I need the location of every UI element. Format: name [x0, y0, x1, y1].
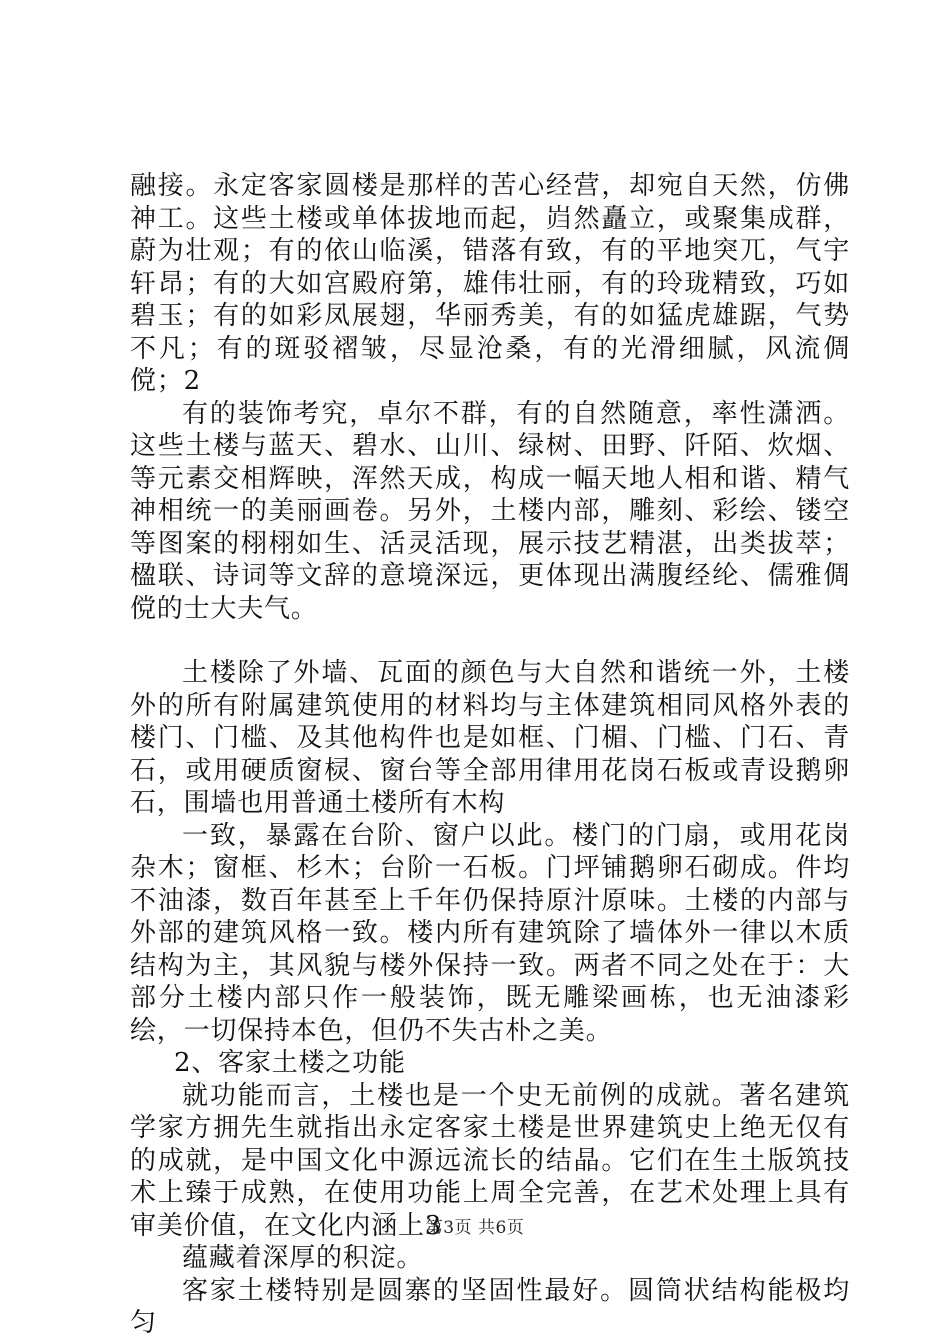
paragraph-4: 一致，暴露在台阶、窗户以此。楼门的门扇，或用花岗杂木；窗框、杉木；台阶一石板。门坪铺鹅卵石砌成。件均不油漆，数百年甚至上千年仍保持原汁原味。土楼的内部与外部的建筑风格一致。楼内所有建筑除了墙体外一律以木质结构为主，其风貌与楼外保持一致。两者不同之处在于：大部分土楼内部只作一般装饰，既无雕梁画栋，也无油漆彩绘，一切保持本色，但仍不失古朴之美。 — [130, 820, 850, 1046]
paragraph-3: 土楼除了外墙、瓦面的颜色与大自然和谐统一外，土楼外的所有附属建筑使用的材料均与主体建筑相同风格外表的楼门、门槛、及其他构件也是如框、门楣、门槛、门石、青石，或用硬质窗棂、窗台等全部用律用花岗石板或青设鹅卵石，围墙也用普通土楼所有木构 — [130, 658, 850, 818]
paragraph-2: 有的装饰考究，卓尔不群，有的自然随意，率性潇洒。这些土楼与蓝天、碧水、山川、绿树、田野、阡陌、炊烟、等元素交相辉映，浑然天成，构成一幅天地人相和谐、精气神相统一的美丽画卷。另外，土楼内部，雕刻、彩绘、镂空等图案的栩栩如生、活灵活现，展示技艺精湛，出类拔萃；楹联、诗词等文辞的意境深远，更体现出满腹经纶、儒雅倜傥的士大夫气。 — [130, 398, 850, 624]
paragraph-5: 就功能而言，土楼也是一个史无前例的成就。著名建筑学家方拥先生就指出永定客家土楼是世界建筑史上绝无仅有的成就，是中国文化中源远流长的结晶。它们在生土版筑技术上臻于成熟，在使用功能上周全完善，在艺术处理上具有审美价值，在文化内涵上3 — [130, 1080, 850, 1241]
paragraph-1: 融接。永定客家圆楼是那样的苦心经营，却宛自天然，仿佛神工。这些土楼或单体拔地而起，岿然矗立，或聚集成群，蔚为壮观；有的依山临溪，错落有致，有的平地突兀，气宇轩昂；有的大如宫殿府第，雄伟壮丽，有的玲珑精致，巧如碧玉；有的如彩凤展翅，华丽秀美，有的如猛虎雄踞，气势不凡；有的斑驳褶皱，尽显沧桑，有的光滑细腻，风流倜傥；2 — [130, 171, 850, 396]
paragraph-7: 客家土楼特别是圆寨的坚固性最好。圆筒状结构能极均匀 — [130, 1275, 850, 1338]
section-heading: 2、客家土楼之功能 — [174, 1048, 406, 1078]
paragraph-6: 蕴藏着深厚的积淀。 — [182, 1243, 424, 1273]
page-footer: 第3页 共6页 — [425, 1218, 525, 1238]
document-body — [130, 170, 850, 1340]
